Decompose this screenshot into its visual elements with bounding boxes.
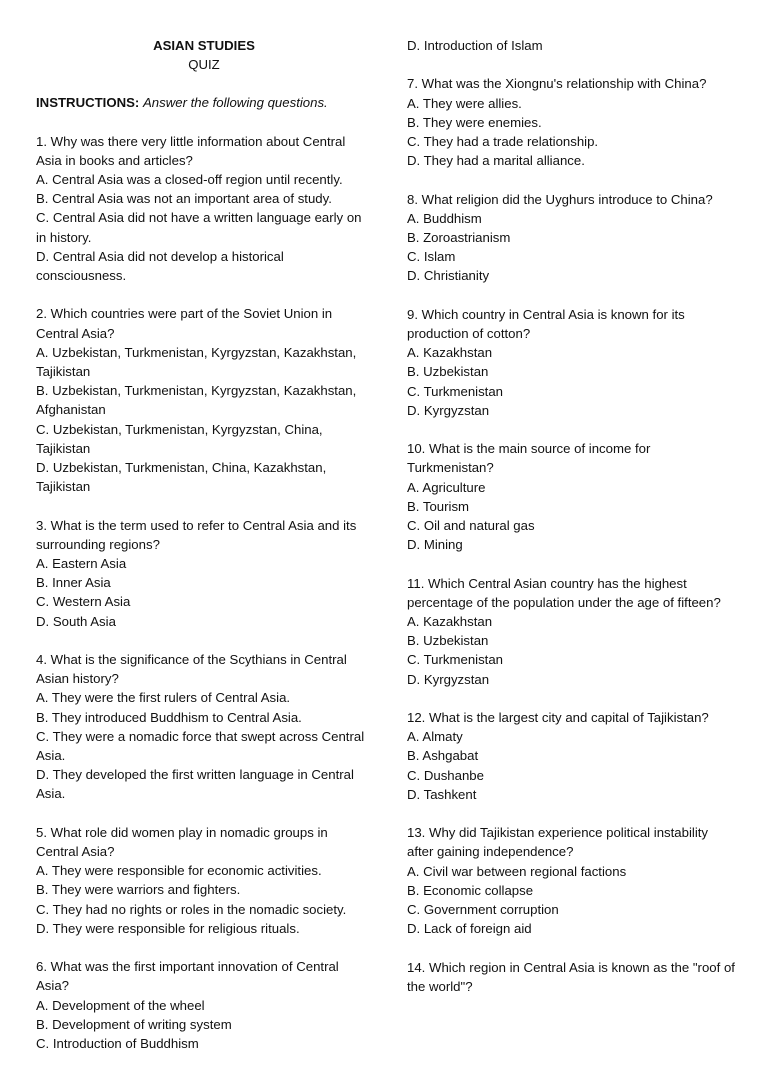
answer-option: B. Ashgabat [407, 748, 479, 764]
question-text: 10. What is the main source of income for Turkmenistan? [407, 441, 651, 476]
answer-option: A. Eastern Asia [36, 556, 127, 572]
right-question-list [407, 74, 737, 996]
answer-option: D. Kyrgyzstan [407, 671, 490, 687]
question-text: 13. Why did Tajikistan experience political instability after gaining independence? [407, 825, 709, 860]
answer-option: D. Kyrgyzstan [407, 402, 490, 418]
answer-option: D. Mining [407, 537, 463, 553]
answer-option: B. Economic collapse [407, 882, 534, 898]
question-text: 3. What is the term used to refer to Central Asia and its surrounding regions? [36, 517, 357, 552]
answer-option: D. They developed the first written language in Central Asia. [36, 767, 354, 802]
question-block [407, 958, 737, 996]
answer-option: B. They were warriors and fighters. [36, 882, 241, 898]
answer-option: B. Zoroastrianism [407, 230, 511, 245]
right-column [407, 36, 737, 1015]
answer-option: B. Uzbekistan [407, 364, 489, 380]
answer-option: D. Central Asia did not develop a historical consciousness. [36, 248, 284, 284]
question-continuation [407, 36, 737, 55]
answer-option: C. Turkmenistan [407, 383, 504, 399]
quiz-title: ASIAN STUDIES [153, 38, 255, 53]
instructions-text: Answer the following questions. [142, 95, 328, 111]
answer-option: C. Dushanbe [407, 767, 484, 783]
answer-option: A. They were allies. [407, 95, 522, 111]
answer-option: B. Inner Asia [36, 575, 111, 591]
answer-option: C. Government corruption [407, 902, 559, 918]
answer-option: A. Almaty [407, 729, 463, 745]
question-text: 2. Which countries were part of the Soviet Union in Central Asia? [36, 306, 333, 341]
answer-option: D. Christianity [407, 268, 490, 284]
instructions [36, 93, 372, 112]
question-block [407, 708, 737, 804]
answer-option: C. Central Asia did not have a written language early on in history. [36, 210, 362, 245]
answer-option: C. They had no rights or roles in the nomadic society. [36, 901, 347, 917]
answer-option: C. Western Asia [36, 594, 131, 610]
answer-option: B. Central Asia was not an important area of study. [36, 191, 332, 207]
question-block [407, 574, 737, 689]
question-text: 4. What is the significance of the Scythians in Central Asian history? [36, 652, 347, 687]
answer-option: D. Uzbekistan, Turkmenistan, China, Kazakhstan, Tajikistan [36, 460, 327, 495]
question-block [407, 305, 737, 420]
question-block [407, 74, 737, 170]
question-text: 11. Which Central Asian country has the highest percentage of the population under the age of fifteen? [407, 575, 721, 610]
answer-option: A. Kazakhstan [407, 614, 493, 630]
left-column [36, 36, 372, 1072]
question-text: 12. What is the largest city and capital of Tajikistan? [407, 710, 709, 726]
question-block [407, 439, 737, 554]
answer-option: C. Turkmenistan [407, 652, 504, 668]
question-block [36, 650, 372, 804]
answer-option: A. They were responsible for economic activities. [36, 863, 322, 879]
question-text: 7. What was the Xiongnu's relationship with China? [407, 76, 707, 92]
answer-option: A. Buddhism [407, 210, 482, 226]
answer-option: C. Introduction of Buddhism [36, 1036, 199, 1052]
answer-option: A. Central Asia was a closed-off region until recently. [36, 172, 343, 188]
answer-option: B. Tourism [407, 498, 470, 514]
answer-option: A. They were the first rulers of Central Asia. [36, 690, 291, 706]
answer-option: B. They introduced Buddhism to Central Asia. [36, 709, 302, 725]
question-block [36, 304, 372, 496]
question-text: 1. Why was there very little information about Central Asia in books and articles? [36, 133, 346, 168]
question-block [36, 132, 372, 286]
answer-option: C. They were a nomadic force that swept across Central Asia. [36, 728, 365, 764]
answer-option: D. Tashkent [407, 786, 477, 802]
answer-option: B. Uzbekistan, Turkmenistan, Kyrgyzstan, Kazakhstan, Afghanistan [36, 383, 357, 418]
answer-option: A. Civil war between regional factions [407, 863, 627, 879]
answer-option: A. Uzbekistan, Turkmenistan, Kyrgyzstan, Kazakhstan, Tajikistan [36, 344, 357, 380]
answer-option: D. South Asia [36, 613, 116, 629]
answer-option: D. They were responsible for religious rituals. [36, 920, 300, 936]
question-text: 9. Which country in Central Asia is known for its production of cotton? [407, 306, 685, 341]
question-text: 8. What religion did the Uyghurs introduce to China? [407, 191, 713, 207]
question-text: 14. Which region in Central Asia is known as the "roof of the world"? [407, 959, 735, 994]
answer-option: A. Development of the wheel [36, 997, 205, 1013]
answer-option: C. They had a trade relationship. [407, 134, 599, 149]
answer-option: D. Lack of foreign aid [407, 921, 532, 937]
question-text: 5. What role did women play in nomadic groups in Central Asia? [36, 824, 328, 860]
answer-option: B. Uzbekistan [407, 633, 489, 649]
answer-option: D. Introduction of Islam [407, 38, 543, 53]
question-block [407, 190, 737, 286]
question-block [407, 823, 737, 938]
answer-option: C. Oil and natural gas [407, 518, 535, 534]
answer-option: C. Islam [407, 249, 456, 265]
answer-option: B. Development of writing system [36, 1016, 232, 1032]
answer-option: A. Kazakhstan [407, 345, 493, 361]
question-block [36, 516, 372, 631]
answer-option: A. Agriculture [407, 479, 486, 495]
answer-option: B. They were enemies. [407, 114, 542, 130]
question-block [36, 823, 372, 938]
answer-option: D. They had a marital alliance. [407, 153, 585, 169]
question-block [36, 957, 372, 1053]
answer-option: C. Uzbekistan, Turkmenistan, Kyrgyzstan, China, Tajikistan [36, 421, 323, 456]
instructions-label: INSTRUCTIONS: [36, 95, 140, 111]
question-text: 6. What was the first important innovation of Central Asia? [36, 959, 339, 994]
left-question-list [36, 132, 372, 1054]
quiz-subtitle: QUIZ [188, 57, 220, 73]
